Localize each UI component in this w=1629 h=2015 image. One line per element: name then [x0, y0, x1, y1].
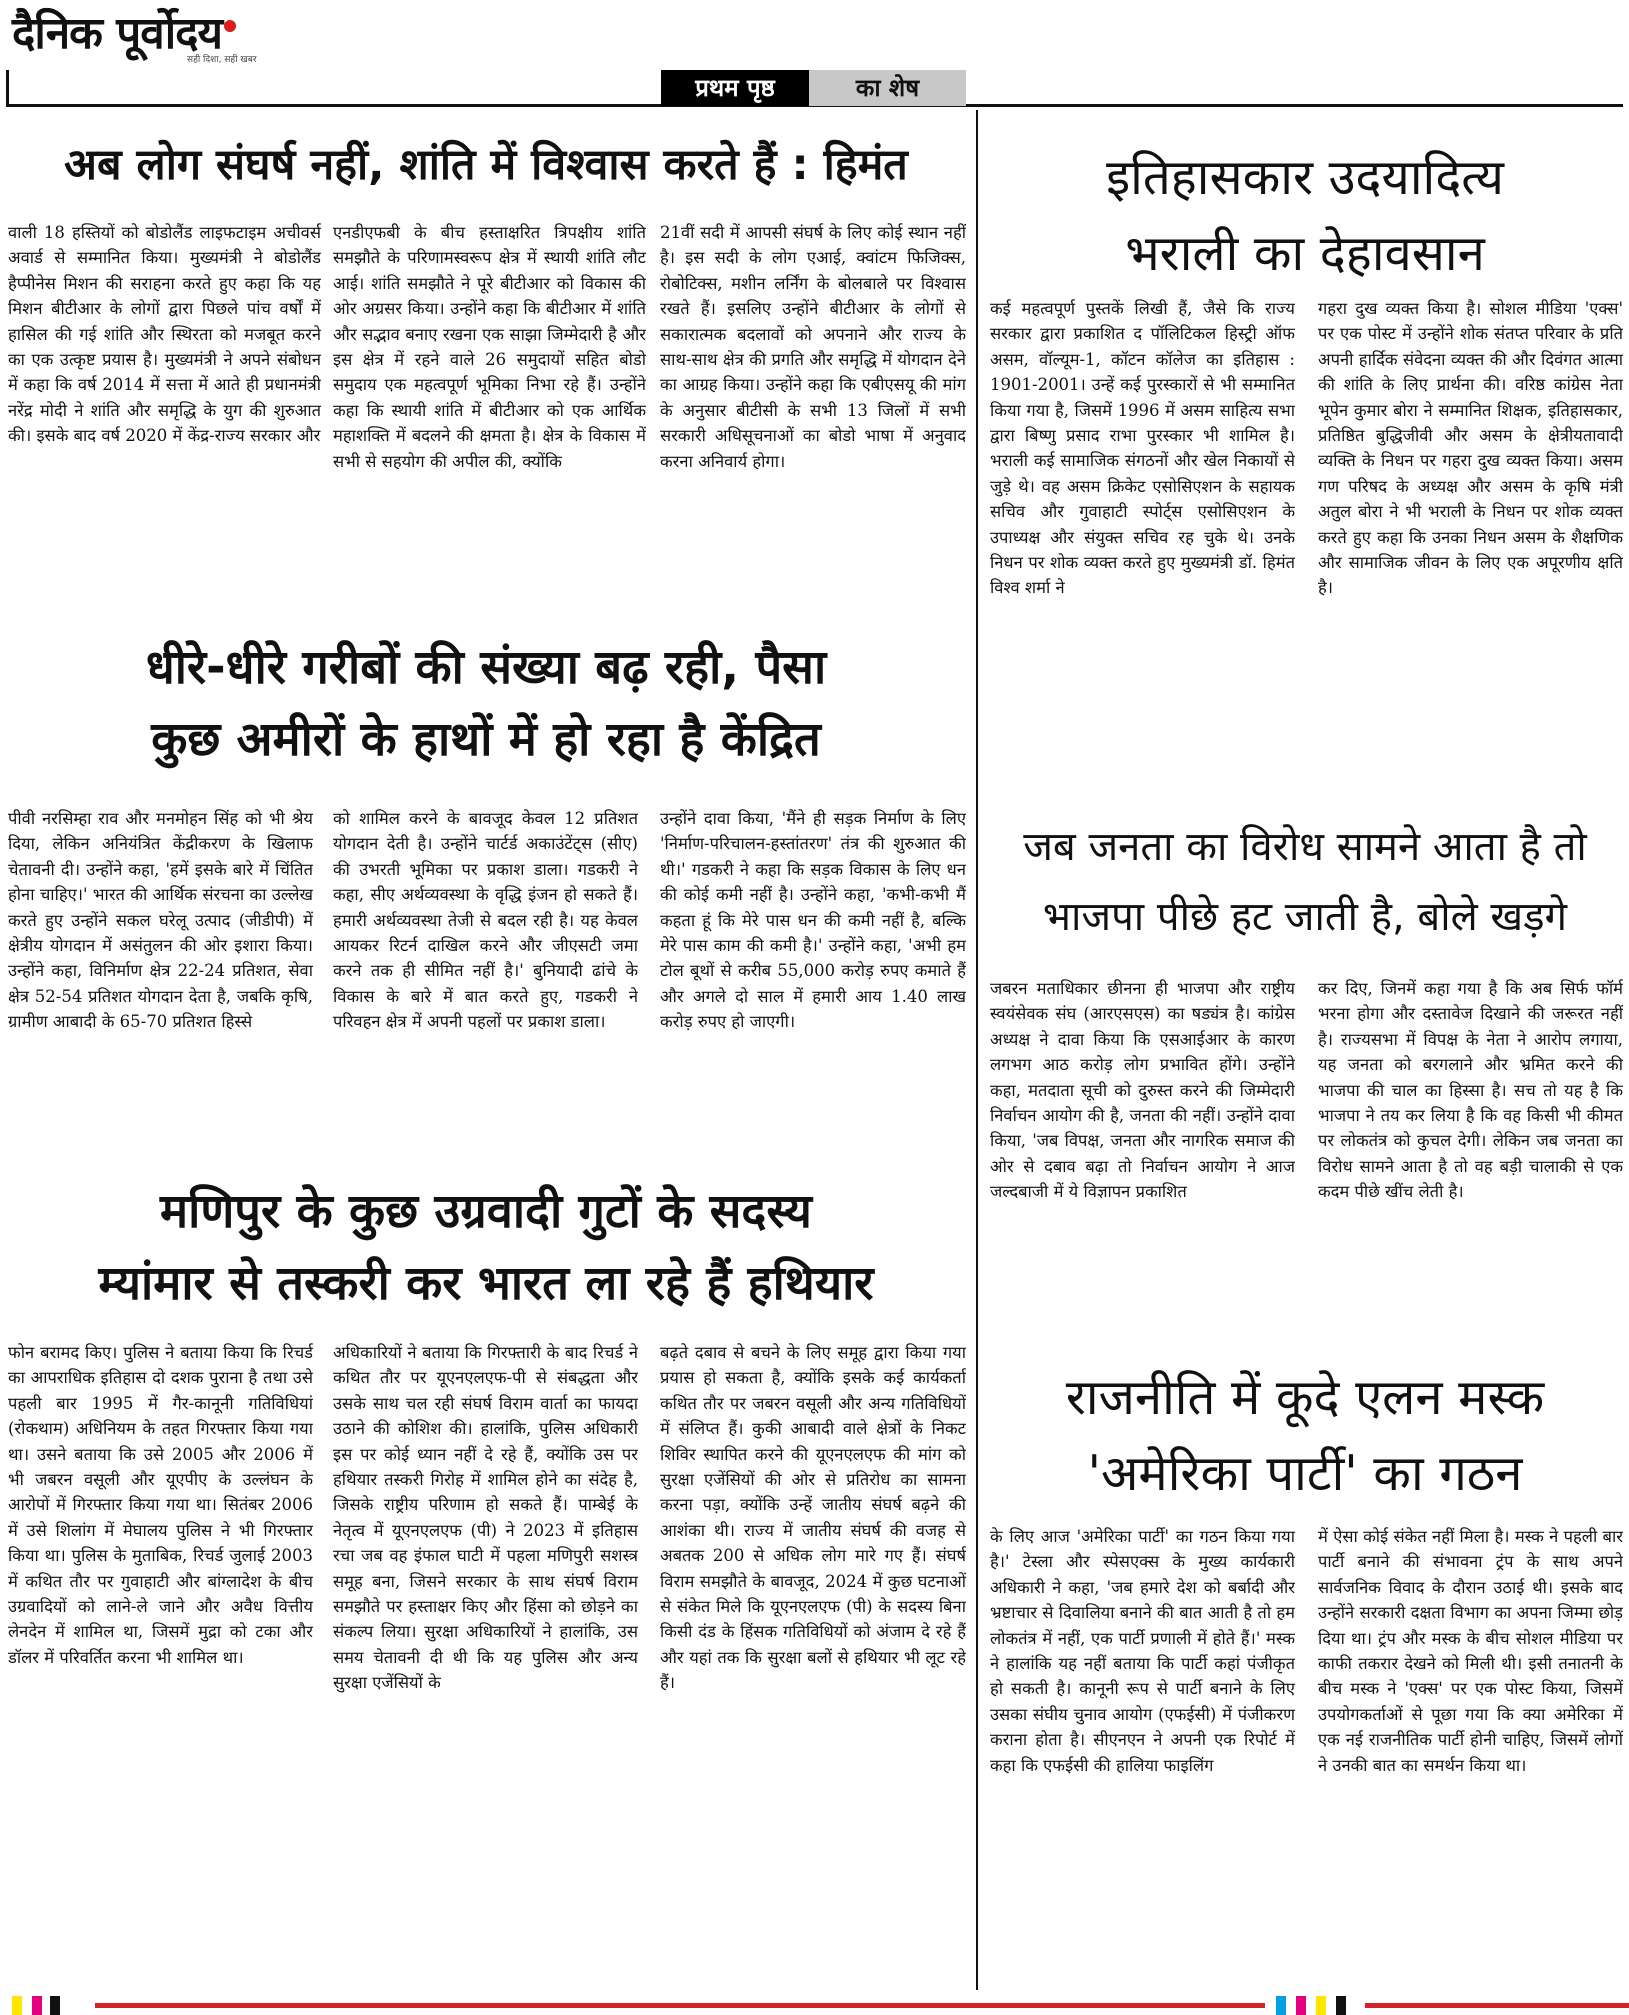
column-separator [976, 110, 978, 1990]
article5-text-2: कर दिए, जिनमें कहा गया है कि अब सिर्फ फॉर्म भरना होगा और दस्तावेज दिखाने की जरूरत नहीं है। राज्यसभा में विपक्ष के नेता ने आरोप लगाया, यह जनता को बरगलाने और भ्रमित करने की भाजपा की चाल का हिस्सा है। सच तो यह है कि भाजपा ने तय कर लिया है कि वह किसी भी कीमत पर लोकतंत्र को कुचल देगी। लेकिन जब जनता का विरोध सामने आता है तो वह बड़ी चालाकी से एक कदम पीछे खींच लेती है। [1318, 979, 1623, 1202]
article2-headline-line2: कुछ अमीरों के हाथों में हो रहा है केंद्रित [151, 712, 821, 767]
article2-text-2: को शामिल करने के बावजूद केवल 12 प्रतिशत योगदान देती है। उन्होंने चार्टर्ड अकाउंटेंट्स (सीए) की उभरती भूमिका पर प्रकाश डाला। गडकरी ने कहा, सीए अर्थव्यवस्था के वृद्धि इंजन हो सकते हैं। हमारी अर्थव्यवस्था तेजी से बदल रही है। यह केवल आयकर रिटर्न दाखिल करने और जीएसटी जमा करने तक ही सीमित नहीं है।' बुनियादी ढांचे के विकास के बारे में बात करते हुए, गडकरी ने परिवहन क्षेत्र में अपनी पहलों पर प्रकाश डाला। [333, 809, 638, 1032]
print-mark-yellow-2 [1316, 1996, 1326, 2015]
article6-column-2 [1318, 1524, 1623, 1984]
article3-headline-line2: म्यांमार से तस्करी कर भारत ला रहे हैं हथियार [98, 1256, 874, 1311]
article3-text-1: फोन बरामद किए। पुलिस ने बताया किया कि रिचर्ड का आपराधिक इतिहास दो दशक पुराना है तथा उसे पहली बार 1995 में गैर-कानूनी गतिविधियां (रोकथाम) अधिनियम के तहत गिरफ्तार किया गया था। उसने बताया कि उसे 2005 और 2006 में भी जबरन वसूली और यूएपीए के उल्लंघन के आरोपों में गिरफ्तार किया गया था। सितंबर 2006 में उसे शिलांग में मेघालय पुलिस ने भी गिरफ्तार किया था। पुलिस के मुताबिक, रिचर्ड जुलाई 2003 में कथित तौर पर गुवाहाटी और बांग्लादेश के बीच उग्रवादियों को लाने-ले जाने और अवैध वित्तीय लेनदेन में शामिल था, जिसमें मुद्रा को टका और डॉलर में परिवर्तित करना भी शामिल था। [8, 1343, 313, 1667]
article1-column-3 [660, 220, 966, 615]
article2-headline [6, 632, 966, 776]
article6-headline-line1: राजनीति में कूदे एलन मस्क [1065, 1369, 1545, 1426]
article3-text-2: अधिकारियों ने बताया कि गिरफ्तारी के बाद रिचर्ड ने कथित तौर पर यूएनएलएफ-पी से संबद्धता और उसके साथ चल रही संघर्ष विराम वार्ता का फायदा उठाने की कोशिश की। हालांकि, पुलिस अधिकारी इस पर कोई ध्यान नहीं दे रहे हैं, क्योंकि उस पर हथियार तस्करी गिरोह में शामिल होने का संदेह है, जिसके राष्ट्रीय परिणाम हो सकते हैं। पाम्बेई के नेतृत्व में यूएनएलएफ (पी) ने 2023 में इतिहास रचा जब वह इंफाल घाटी में पहला मणिपुरी सशस्त्र समूह बना, जिसने सरकार के साथ संघर्ष विराम समझौते पर हस्ताक्षर किए और हिंसा को छोड़ने का संकल्प लिया। सुरक्षा अधिकारियों ने हालांकि, उस समय चेतावनी दी थी कि यह पुलिस और अन्य सुरक्षा एजेंसियों के [333, 1343, 638, 1693]
article2-text-3: उन्होंने दावा किया, 'मैंने ही सड़क निर्माण के लिए 'निर्माण-परिचालन-हस्तांतरण' तंत्र की शुरुआत की थी।' गडकरी ने कहा कि सड़क विकास के लिए धन की कोई कमी नहीं है। उन्होंने कहा, 'कभी-कभी मैं कहता हूं कि मेरे पास धन की कमी नहीं है, बल्कि मेरे पास काम की कमी है।' उन्होंने कहा, 'अभी हम टोल बूथों से करीब 55,000 करोड़ रुपए कमाते हैं और अगले दो साल में हमारी आय 1.40 लाख करोड़ रुपए हो जाएगी। [660, 809, 966, 1032]
bottom-color-band-2 [1365, 2003, 1629, 2008]
article1-column-1 [8, 220, 321, 615]
newspaper-tagline: सही दिशा, सही खबर [187, 55, 257, 65]
article6-headline-line2: 'अमेरिका पार्टी' का गठन [1087, 1445, 1523, 1502]
print-mark-black [50, 1996, 60, 2015]
sun-logo-icon [224, 20, 236, 32]
article3-text-3: बढ़ते दबाव से बचने के लिए समूह द्वारा किया गया प्रयास हो सकता है, क्योंकि इसके कई कार्यकर्ता कथित तौर पर जबरन वसूली और अन्य गतिविधियों में संलिप्त हैं। कुकी आबादी वाले क्षेत्रों के निकट शिविर स्थापित करने की यूएनएलएफ की मांग को सुरक्षा एजेंसियों की ओर से प्रतिरोध का सामना करना पड़ा, क्योंकि उन्हें जातीय संघर्ष बढ़ने की आशंका थी। राज्य में जातीय संघर्ष की वजह से अबतक 200 से अधिक लोग मारे गए हैं। संघर्ष विराम समझौते के बावजूद, 2024 में कुछ घटनाओं से संकेत मिले कि यूएनएलएफ (पी) के सदस्य बिना किसी दंड के हिंसक गतिविधियों को अंजाम दे रहे हैं और यहां तक कि सुरक्षा बलों से हथियार भी लूट रहे हैं। [660, 1343, 966, 1693]
article6-text-2: में ऐसा कोई संकेत नहीं मिला है। मस्क ने पहली बार पार्टी बनाने की संभावना ट्रंप के साथ अपने सार्वजनिक विवाद के दौरान उठाई थी। इसके बाद उन्होंने सरकारी दक्षता विभाग का अपना जिम्मा छोड़ दिया था। ट्रंप और मस्क के बीच सोशल मीडिया पर काफी तकरार देखने को मिली थी। इसी तनातनी के बीच मस्क ने 'एक्स' पर एक पोस्ट किया, जिसमें उपयोगकर्ताओं से पूछा गया कि क्या अमेरिका में एक नई राजनीतिक पार्टी होनी चाहिए, जिसमें लोगों ने उनकी बात का समर्थन किया था। [1318, 1527, 1623, 1775]
print-mark-yellow [12, 1996, 22, 2015]
print-mark-cyan [1276, 1996, 1286, 2015]
article3-headline [6, 1176, 966, 1320]
article4-headline [985, 140, 1625, 292]
print-mark-black-2 [1336, 1996, 1346, 2015]
article2-headline-line1: धीरे-धीरे गरीबों की संख्या बढ़ रही, पैसा [145, 640, 827, 695]
masthead [12, 6, 257, 68]
article1-text-2: एनडीएफबी के बीच हस्ताक्षरित त्रिपक्षीय शांति समझौते के परिणामस्वरूप क्षेत्र में स्थायी शांति लौट आई। शांति समझौते ने पूरे बीटीआर को विकास की ओर अग्रसर किया। उन्होंने कहा कि बीटीआर में शांति और सद्भाव बनाए रखना एक साझा जिम्मेदारी है और इस क्षेत्र में रहने वाले 26 समुदायों सहित बोडो समुदाय एक महत्वपूर्ण भूमिका निभा रहे हैं। उन्होंने कहा कि स्थायी शांति में बीटीआर को एक आर्थिक महाशक्ति में बदलने की क्षमता है। क्षेत्र के विकास में सभी से सहयोग की अपील की, क्योंकि [333, 223, 646, 471]
article6-headline [985, 1360, 1625, 1512]
article5-headline-line1: जब जनता का विरोध सामने आता है तो [1023, 824, 1587, 870]
article4-column-1 [990, 296, 1295, 800]
article4-headline-line2: भराली का देहावसान [1125, 225, 1485, 282]
article4-column-2 [1318, 296, 1623, 800]
section-tab-primary: प्रथम पृष्ठ [661, 70, 809, 106]
article5-text-1: जबरन मताधिकार छीनना ही भाजपा और राष्ट्रीय स्वयंसेवक संघ (आरएसएस) का षड्यंत्र है। कांग्रेस अध्यक्ष ने दावा किया कि एसआईआर के कारण लगभग आठ करोड़ लोग प्रभावित होंगे। उन्होंने कहा, मतदाता सूची को दुरुस्त करने की जिम्मेदारी निर्वाचन आयोग की है, जनता की नहीं। उन्होंने दावा किया, 'जब विपक्ष, जनता और नागरिक समाज की ओर से दबाव बढ़ा तो निर्वाचन आयोग ने आज जल्दबाजी में ये विज्ञापन प्रकाशित [990, 979, 1295, 1202]
print-mark-magenta [32, 1996, 42, 2015]
article6-column-1 [990, 1524, 1295, 1984]
article3-column-1 [8, 1340, 313, 1980]
article3-column-3 [660, 1340, 966, 1980]
article1-text-3: 21वीं सदी में आपसी संघर्ष के लिए कोई स्थान नहीं है। इस सदी के लोग एआई, क्वांटम फिजिक्स, रोबोटिक्स, मशीन लर्निंग के बोलबाले पर विश्वास रखते हैं। इसलिए उन्होंने बीटीआर के लोगों से सकारात्मक बदलावों को अपनाने और राज्य के साथ-साथ क्षेत्र की प्रगति और समृद्धि में योगदान देने का आग्रह किया। उन्होंने कहा कि एबीएसयू की मांग के अनुसार बीटीसी के सभी 13 जिलों में सभी सरकारी अधिसूचनाओं का बोडो भाषा में अनुवाद करना अनिवार्य होगा। [660, 223, 966, 471]
section-tab-secondary: का शेष [809, 70, 966, 106]
article4-text-2: गहरा दुख व्यक्त किया है। सोशल मीडिया 'एक्स' पर एक पोस्ट में उन्होंने शोक संतप्त परिवार के प्रति अपनी हार्दिक संवेदना व्यक्त की और दिवंगत आत्मा की शांति के लिए प्रार्थना की। वरिष्ठ कांग्रेस नेता भूपेन कुमार बोरा ने सम्मानित शिक्षक, इतिहासकार, प्रतिष्ठित बुद्धिजीवी और असम के क्षेत्रीयतावादी व्यक्ति के निधन पर गहरा दुख व्यक्त किया। असम गण परिषद के अध्यक्ष और असम के कृषि मंत्री अतुल बोरा ने भी भराली के निधन पर शोक व्यक्त करते हुए कहा कि उनका निधन असम के शैक्षणिक और सामाजिक जीवन के लिए एक अपूरणीय क्षति है। [1318, 299, 1623, 598]
article2-column-1 [8, 806, 313, 1160]
article5-headline [985, 812, 1625, 952]
article1-text-1: वाली 18 हस्तियों को बोडोलैंड लाइफटाइम अचीवर्स अवार्ड से सम्मानित किया। मुख्यमंत्री ने बोडोलैंड हैप्पीनेस मिशन की सराहना करते हुए कहा कि यह मिशन बीटीआर के लोगों द्वारा पिछले पांच वर्षों में हासिल की गई शांति और स्थिरता को मजबूत करने का एक उत्कृष्ट प्रयास है। मुख्यमंत्री ने अपने संबोधन में कहा कि वर्ष 2014 में सत्ता में आते ही प्रधानमंत्री नरेंद्र मोदी ने शांति और समृद्धि के युग की शुरुआत की। इसके बाद वर्ष 2020 में केंद्र-राज्य सरकार और [8, 223, 321, 446]
article1-headline: अब लोग संघर्ष नहीं, शांति में विश्वास करते हैं : हिमंत [64, 140, 908, 190]
article4-headline-line1: इतिहासकार उदयादित्य [1106, 149, 1504, 206]
article5-column-2 [1318, 976, 1623, 1346]
article5-column-1 [990, 976, 1295, 1346]
article1-column-2 [333, 220, 646, 615]
article3-column-2 [333, 1340, 638, 1980]
article2-column-2 [333, 806, 638, 1160]
newspaper-title: दैनिक पूर्वोदय [12, 8, 223, 59]
header-divider-left [6, 70, 9, 106]
article6-text-1: के लिए आज 'अमेरिका पार्टी' का गठन किया गया है।' टेस्ला और स्पेसएक्स के मुख्य कार्यकारी अधिकारी ने कहा, 'जब हमारे देश को बर्बादी और भ्रष्टाचार से दिवालिया बनाने की बात आती है तो हम लोकतंत्र में नहीं, एक पार्टी प्रणाली में होते हैं।' मस्क ने हालांकि यह नहीं बताया कि पार्टी कहां पंजीकृत हो सकती है। कानूनी रूप से पार्टी बनाने के लिए उसका संघीय चुनाव आयोग (एफईसी) में पंजीकरण कराना होता है। सीएनएन ने अपनी एक रिपोर्ट में कहा कि एफईसी की हालिया फाइलिंग [990, 1527, 1295, 1775]
article2-text-1: पीवी नरसिम्हा राव और मनमोहन सिंह को भी श्रेय दिया, लेकिन अनियंत्रित केंद्रीकरण के खिलाफ चेतावनी दी। उन्होंने कहा, 'हमें इसके बारे में चिंतित होना चाहिए।' भारत की आर्थिक संरचना का उल्लेख करते हुए उन्होंने सकल घरेलू उत्पाद (जीडीपी) में क्षेत्रीय योगदान में असंतुलन की ओर इशारा किया। उन्होंने कहा, विनिर्माण क्षेत्र 22-24 प्रतिशत, सेवा क्षेत्र 52-54 प्रतिशत योगदान देता है, जबकि कृषि, ग्रामीण आबादी के 65-70 प्रतिशत हिस्से [8, 809, 313, 1032]
article2-column-3 [660, 806, 966, 1160]
article4-text-1: कई महत्वपूर्ण पुस्तकें लिखी हैं, जैसे कि राज्य सरकार द्वारा प्रकाशित द पॉलिटिकल हिस्ट्री ऑफ असम, वॉल्यूम-1, कॉटन कॉलेज का इतिहास : 1901-2001। उन्हें कई पुरस्कारों से भी सम्मानित किया गया है, जिसमें 1996 में असम साहित्य सभा द्वारा बिष्णु प्रसाद राभा पुरस्कार भी शामिल है। भराली कई सामाजिक संगठनों और खेल निकायों से जुड़े थे। वह असम क्रिकेट एसोसिएशन के सहायक सचिव और गुवाहाटी स्पोर्ट्स एसोसिएशन के उपाध्यक्ष और संयुक्त सचिव रह चुके थे। उनके निधन पर शोक व्यक्त करते हुए मुख्यमंत्री डॉ. हिमंत विश्व शर्मा ने [990, 299, 1295, 598]
bottom-color-band [95, 2003, 1265, 2008]
article3-headline-line1: मणिपुर के कुछ उग्रवादी गुटों के सदस्य [160, 1184, 812, 1239]
article5-headline-line2: भाजपा पीछे हट जाती है, बोले खड़गे [1042, 894, 1568, 940]
print-mark-magenta-2 [1296, 1996, 1306, 2015]
